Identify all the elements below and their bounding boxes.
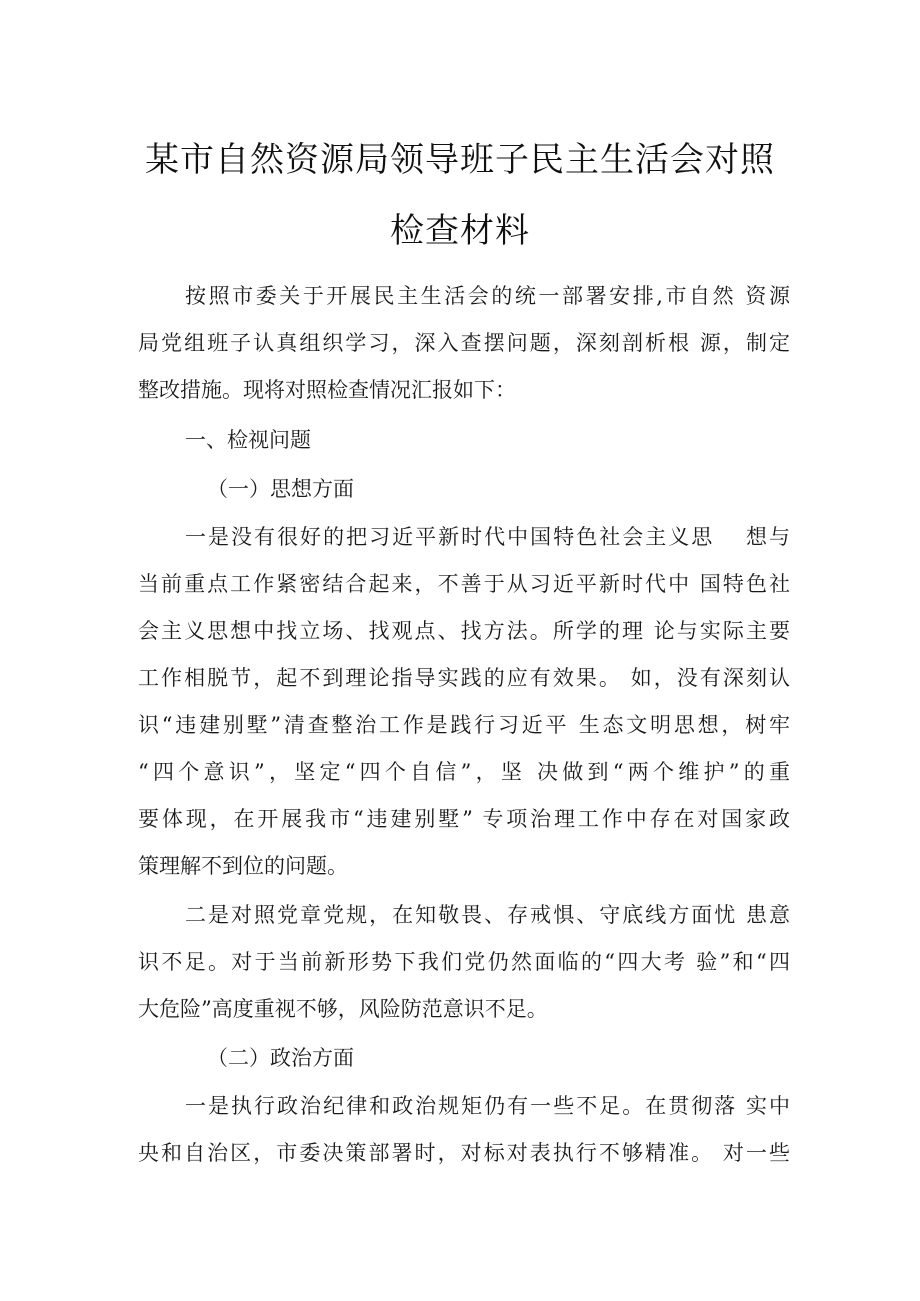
subsection-heading: （二）政治方面 [207,1046,354,1070]
paragraph-line: 一是执行政治纪律和政治规矩仍有一些不足。在贯彻落 实中 [185,1094,790,1118]
paragraph-line: 一是没有很好的把习近平新时代中国特色社会主义思 想与 [185,525,790,549]
paragraph-line: 识“违建别墅”清查整治工作是践行习近平 生态文明思想，树牢 [138,713,790,737]
paragraph-line: 二是对照党章党规，在知敬畏、存戒惧、守底线方面忧 患意 [185,903,790,927]
paragraph-line: 大危险”高度重视不够，风险防范意识不足。 [138,997,548,1021]
paragraph-line: 整改措施。现将对照检查情况汇报如下： [138,378,516,402]
paragraph-line: “四个意识”，坚定“四个自信”，坚 决做到“两个维护”的重 [138,760,790,784]
paragraph-line: 策理解不到位的问题。 [138,854,348,878]
subsection-heading: （一）思想方面 [207,477,354,501]
paragraph-line: 按照市委关于开展民主生活会的统一部署安排,市自然 资源 [185,284,790,308]
paragraph-line: 局党组班子认真组织学习，深入查摆问题，深刻剖析根 源，制定 [138,331,790,355]
paragraph-line: 识不足。对于当前新形势下我们党仍然面临的“四大考 验”和“四 [138,950,790,974]
paragraph-line: 会主义思想中找立场、找观点、找方法。所学的理 论与实际主要 [138,619,790,643]
section-heading: 一、检视问题 [185,428,311,452]
paragraph-line: 央和自治区，市委决策部署时，对标对表执行不够精准。 对一些 [138,1141,790,1165]
paragraph-line: 要体现，在开展我市“违建别墅” 专项治理工作中存在对国家政 [138,807,790,831]
document-title-line-2: 检查材料 [390,211,530,251]
paragraph-line: 当前重点工作紧密结合起来，不善于从习近平新时代中 国特色社 [138,572,790,596]
paragraph-line: 工作相脱节，起不到理论指导实践的应有效果。 如，没有深刻认 [138,666,790,690]
document-title-line-1: 某市自然资源局领导班子民主生活会对照 [145,140,775,180]
